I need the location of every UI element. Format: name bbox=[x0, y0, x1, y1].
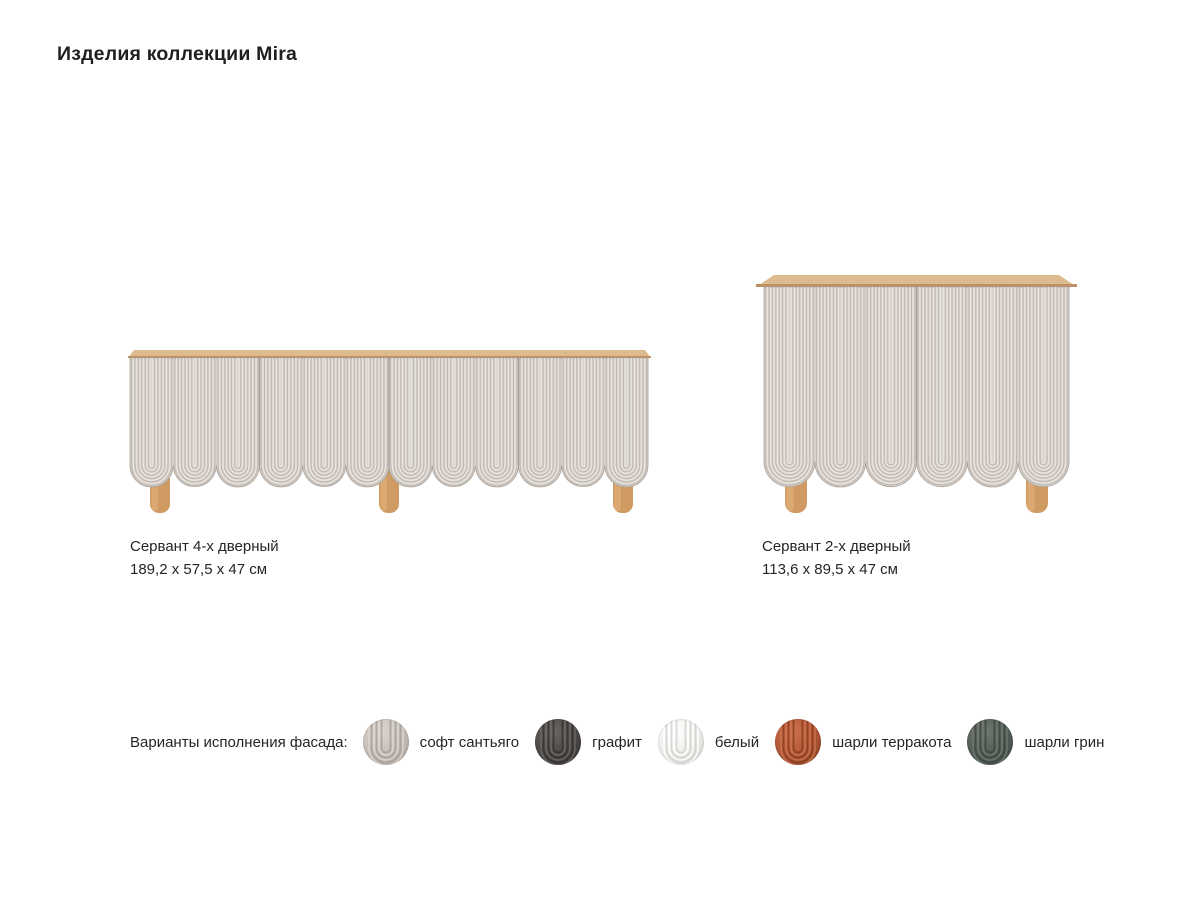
product-figure-2-door bbox=[756, 275, 1077, 514]
facade-option-white bbox=[658, 719, 759, 765]
legend-label: Варианты исполнения фасада: bbox=[130, 733, 348, 751]
facade-option-charlie-green bbox=[967, 719, 1104, 765]
cabinet-4-door-illustration bbox=[128, 350, 651, 514]
facade-option-charlie-terracotta bbox=[775, 719, 951, 765]
product-dimensions: 189,2 x 57,5 x 47 см bbox=[130, 560, 268, 578]
product-figure-4-door bbox=[128, 350, 651, 514]
product-info-2-door bbox=[762, 536, 911, 581]
facade-variants-legend bbox=[130, 719, 1104, 765]
facade-option-label: белый bbox=[714, 733, 760, 751]
facade-option-label: шарли терракота bbox=[832, 733, 952, 751]
facade-swatch-icon bbox=[363, 719, 409, 765]
facade-option-label: графит bbox=[592, 733, 642, 751]
product-info-4-door bbox=[130, 536, 279, 581]
facade-option-label: шарли грин bbox=[1024, 733, 1105, 751]
product-dimensions: 113,6 x 89,5 x 47 см bbox=[762, 560, 898, 578]
facade-swatch-icon bbox=[658, 719, 704, 765]
facade-option-soft-santiago bbox=[363, 719, 519, 765]
facade-swatch-icon bbox=[775, 719, 821, 765]
facade-option-graphite bbox=[535, 719, 642, 765]
facade-swatch-icon bbox=[967, 719, 1013, 765]
product-name: Сервант 2-х дверный bbox=[762, 538, 911, 555]
page-title: Изделия коллекции Mira bbox=[57, 43, 298, 65]
product-name: Сервант 4-х дверный bbox=[130, 538, 279, 555]
cabinet-2-door-illustration bbox=[756, 275, 1077, 514]
facade-option-label: софт сантьяго bbox=[419, 733, 520, 751]
facade-swatch-icon bbox=[535, 719, 581, 765]
